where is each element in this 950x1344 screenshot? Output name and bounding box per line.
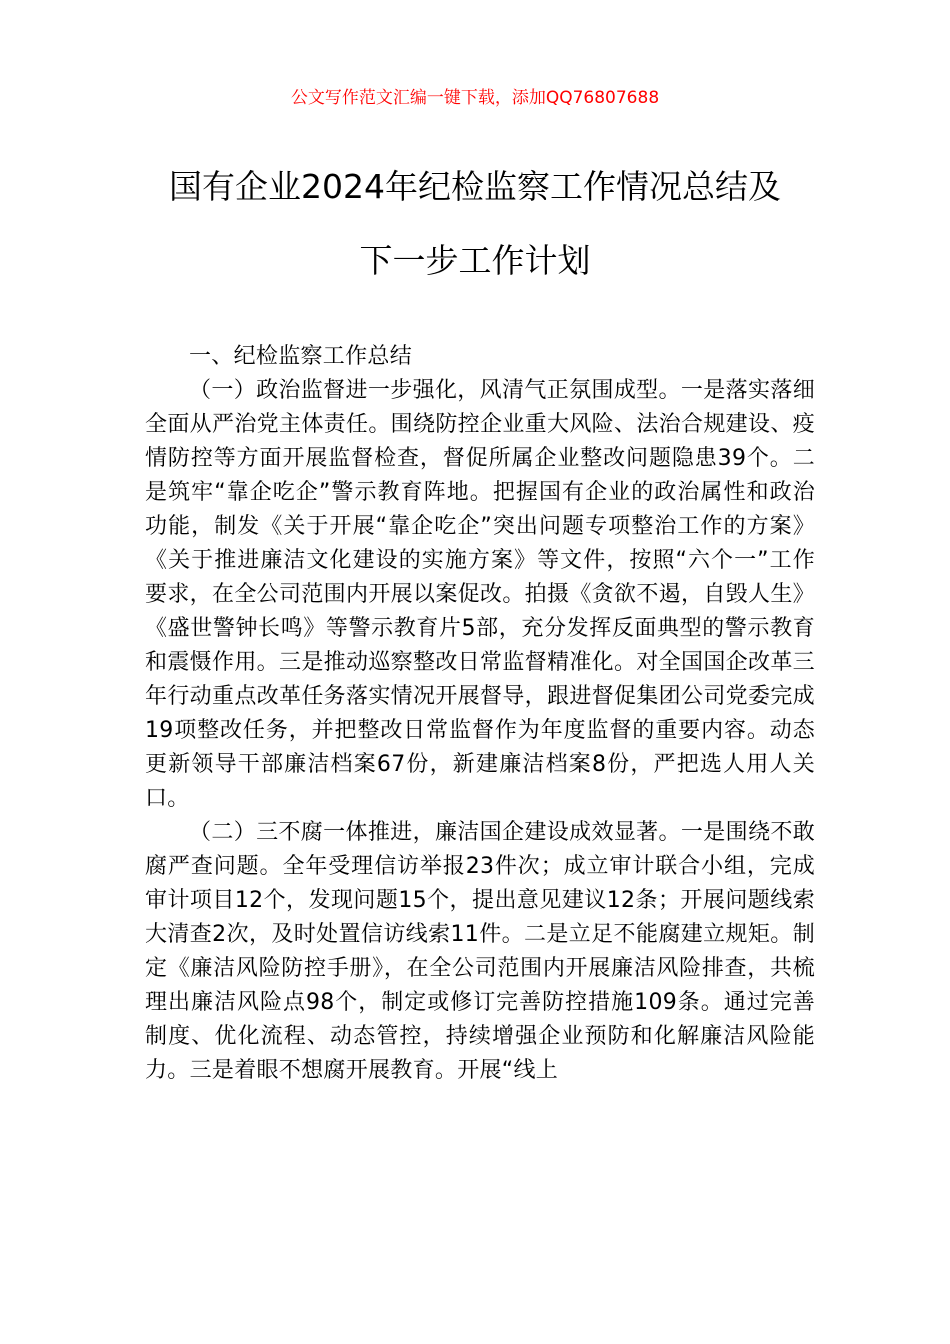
document-title [60, 150, 890, 298]
section-heading: 一、纪检监察工作总结 [189, 344, 413, 369]
document-title-line-2: 下一步工作计划 [359, 241, 591, 280]
document-body [145, 340, 815, 1088]
document-title-line-1: 国有企业2024年纪检监察工作情况总结及 [169, 167, 781, 206]
body-paragraph: （二）三不腐一体推进，廉洁国企建设成效显著。一是围绕不敢腐严查问题。全年受理信访举报23件次；成立审计联合小组，完成审计项目12个，发现问题15个，提出意见建议12条；开展问题线索大清查2次，及时处置信访线索11件。二是立足不能腐建立规矩。制定《廉洁风险防控手册》，在全公司范围内开展廉洁风险排查，共梳理出廉洁风险点98个，制定或修订完善防控措施109条。通过完善制度、优化流程、动态管控，持续增强企业预防和化解廉洁风险能力。三是着眼不想腐开展教育。开展“线上 [145, 820, 815, 1083]
download-promo-note: 公文写作范文汇编一键下载，添加QQ76807688 [290, 88, 660, 108]
body-paragraph: （一）政治监督进一步强化，风清气正氛围成型。一是落实落细全面从严治党主体责任。围绕防控企业重大风险、法治合规建设、疫情防控等方面开展监督检查，督促所属企业整改问题隐患39个。二是筑牢“靠企吃企”警示教育阵地。把握国有企业的政治属性和政治功能，制发《关于开展“靠企吃企”突出问题专项整治工作的方案》《关于推进廉洁文化建设的实施方案》等文件，按照“六个一”工作要求，在全公司范围内开展以案促改。拍摄《贪欲不遏，自毁人生》《盛世警钟长鸣》等警示教育片5部，充分发挥反面典型的警示教育和震慑作用。三是推动巡察整改日常监督精准化。对全国国企改革三年行动重点改革任务落实情况开展督导，跟进督促集团公司党委完成19项整改任务，并把整改日常监督作为年度监督的重要内容。动态更新领导干部廉洁档案67份，新建廉洁档案8份，严把选人用人关口。 [145, 378, 815, 811]
